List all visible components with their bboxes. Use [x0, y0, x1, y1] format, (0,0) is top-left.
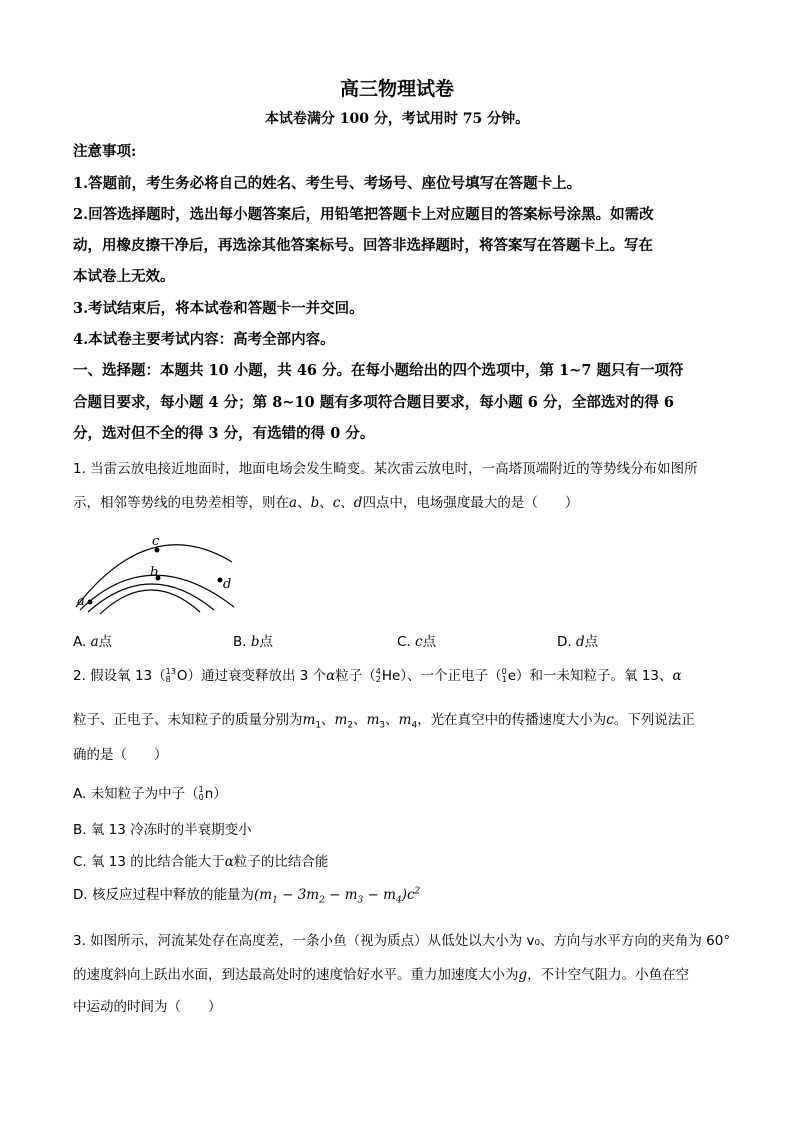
var-d: d [353, 495, 363, 511]
section-instruction: 合题目要求，每小题 4 分；第 8~10 题有多项符合题目要求，每小题 6 分，全部选对的得 6 [73, 394, 675, 411]
q2-stem-line3: 确的是（ ） [73, 747, 168, 763]
q3-stem-line3: 中运动的时间为（ ） [73, 999, 222, 1015]
notice-item: 动，用橡皮擦干净后，再选涂其他答案标号。回答非选择题时，将答案写在答题卡上。写在 [73, 237, 653, 254]
var-a: a [289, 495, 298, 511]
nuclide-o13: 13 8 O [165, 667, 188, 684]
nuclide-positron: 0 1 e [501, 667, 516, 684]
page-subtitle: 本试卷满分 100 分，考试用时 75 分钟。 [264, 111, 530, 127]
q2-option-d[interactable]: D. 核反应过程中释放的能量为$(m_1 - 3m_2 - m_3 - m_4)c^2$ [73, 886, 421, 906]
q1-option-a[interactable]: A. a点 [73, 634, 113, 650]
notice-item: 4.本试卷主要考试内容：高考全部内容。 [73, 331, 335, 348]
q3-stem-line2: 的速度斜向上跃出水面，到达最高处时的速度恰好水平。重力加速度大小为g，不计空气阻力。小鱼在空 [73, 967, 690, 983]
q1-option-c[interactable]: C. c点 [397, 634, 437, 650]
notice-item: 3.考试结束后，将本试卷和答题卡一并交回。 [73, 300, 364, 317]
q1-text: 四点中，电场强度最大的是（ ） [362, 495, 579, 511]
q2-option-a[interactable]: A. 未知粒子为中子（ 1 0 n） [73, 785, 227, 802]
q2-option-b[interactable]: B. 氧 13 冷冻时的半衰期变小 [73, 822, 252, 838]
page-title: 高三物理试卷 [339, 78, 454, 100]
q1-stem-line1: 1. 当雷云放电接近地面时，地面电场会发生畸变。某次雷云放电时，一高塔顶端附近的等势线分布如图所 [73, 461, 698, 477]
q3-stem-line1: 3. 如图所示，河流某处存在高度差，一条小鱼（视为质点）从低处以大小为 v₀、方向与水平方向的夹角为 60° [73, 933, 731, 949]
label-d: d [223, 577, 232, 592]
nuclide-neutron: 1 0 n [198, 785, 214, 802]
section-instruction: 分，选对但不全的得 3 分，有选错的得 0 分。 [73, 425, 375, 442]
q2-option-c[interactable]: C. 氧 13 的比结合能大于α粒子的比结合能 [73, 854, 329, 870]
notice-item: 2.回答选择题时，选出每小题答案后，用铅笔把答题卡上对应题目的答案标号涂黑。如需改 [73, 206, 654, 223]
point-a [88, 600, 93, 605]
notice-heading: 注意事项: [73, 143, 137, 160]
notice-item: 本试卷上无效。 [73, 268, 175, 285]
energy-expression: $(m_1 - 3m_2 - m_3 - m_4)c^2$ [253, 886, 421, 906]
equipotential-figure [70, 522, 240, 618]
q2-stem-line2: 粒子、正电子、未知粒子的质量分别为$m_1$、$m_2$、$m_3$、$m_4$，光在真空中的传播速度大小为c。下列说法正 [73, 712, 695, 731]
q1-stem-line2: 示，相邻等势线的电势差相等，则在a、b、c、d四点中，电场强度最大的是（ ） [73, 495, 579, 511]
equipotential-line [80, 575, 234, 610]
nuclide-he4: 4 2 He [375, 667, 401, 684]
q1-option-d[interactable]: D. d点 [557, 634, 599, 650]
var-b: b [310, 495, 320, 511]
q2-stem-line1: 2. 假设氧 13（ 13 8 O）通过衰变释放出 3 个α粒子（ 4 2 He）、一个正电子（ 0 1 e）和一未知粒子。氧 13、α [73, 667, 682, 684]
var-c: c [332, 495, 341, 511]
q1-text: 示，相邻等势线的电势差相等，则在 [73, 495, 289, 511]
q1-option-b[interactable]: B. b点 [233, 634, 274, 650]
label-a: a [77, 594, 85, 609]
label-c: c [152, 534, 160, 549]
label-b: b [150, 565, 159, 580]
section-instruction: 一、选择题：本题共 10 小题，共 46 分。在每小题给出的四个选项中，第 1~7 题只有一项符 [73, 362, 684, 379]
point-d [218, 578, 223, 583]
notice-item: 1.答题前，考生务必将自己的姓名、考生号、考场号、座位号填写在答题卡上。 [73, 175, 582, 192]
